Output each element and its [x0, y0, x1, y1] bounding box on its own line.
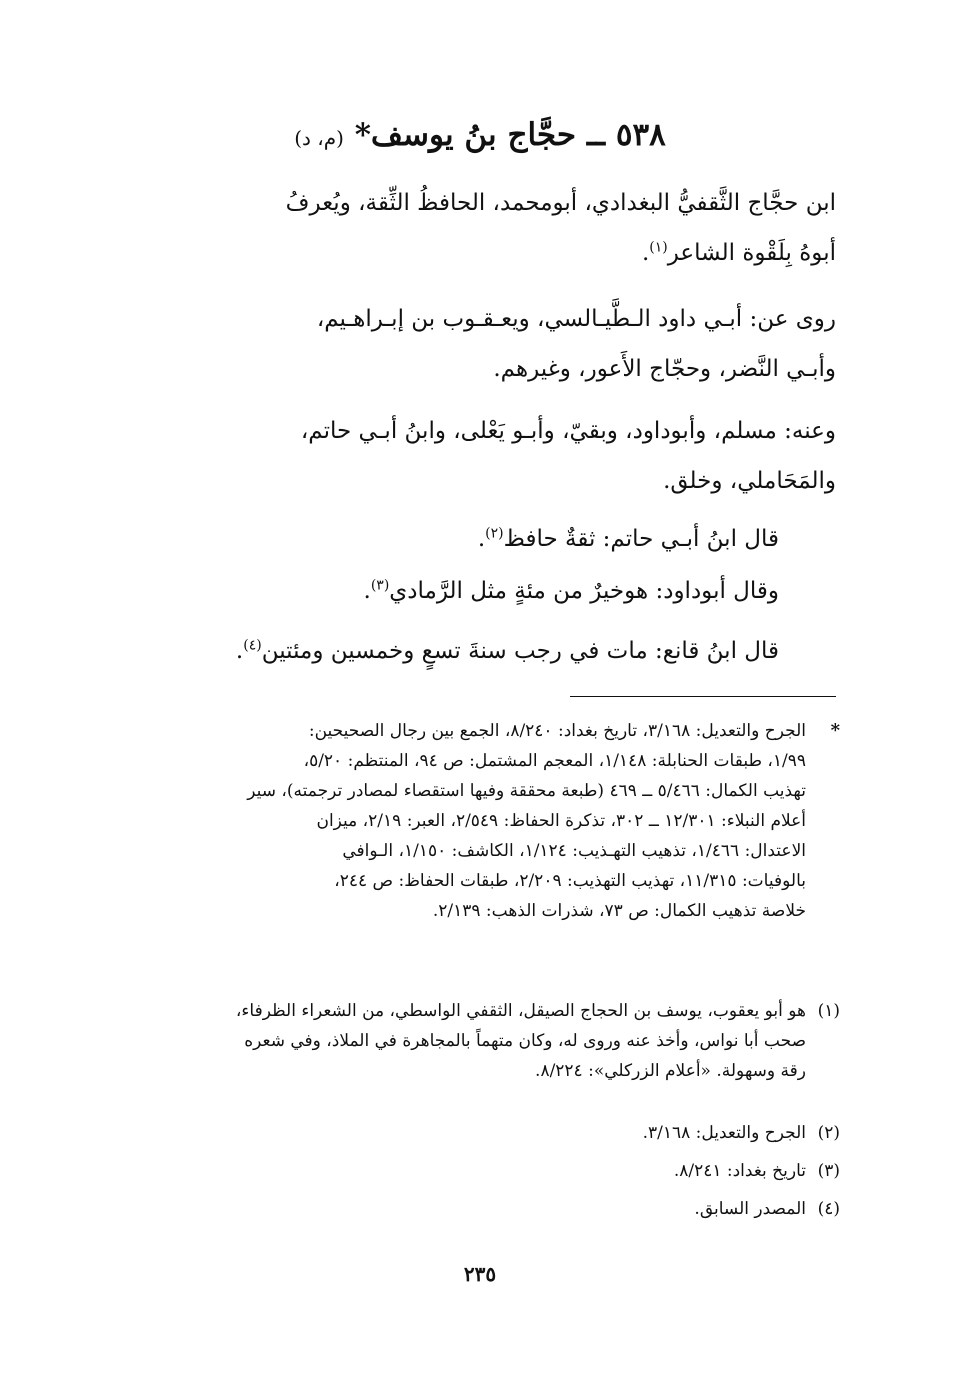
footnote-1 [120, 996, 840, 1086]
narrated-from-paragraph [124, 294, 836, 394]
footnote-star-marker: * [830, 720, 840, 741]
footnote-line: الجرح والتعديل: ٣/١٦٨، تاريخ بغداد: ٨/٢٤٠، الجمع بين رجال الصحيحين: [308, 721, 806, 741]
footnote-line: رقة وسهولة. «أعلام الزركلي»: ٨/٢٢٤. [535, 1061, 806, 1081]
footnote-sources-body [120, 716, 840, 926]
footnote-line: الجرح والتعديل: ٣/١٦٨. [642, 1123, 806, 1143]
footnote-ref: (٢) [485, 525, 504, 542]
footnote-line: هو أبو يعقوب، يوسف بن الحجاج الصيقل، الثقفي الواسطي، من الشعراء الظرفاء، [235, 1001, 806, 1021]
footnote-number: (٣) [817, 1161, 840, 1181]
footnote-separator [570, 696, 836, 697]
footnote-4 [120, 1194, 840, 1224]
footnote-body [120, 1118, 840, 1148]
entry-title: ٥٣٨ ــ حجَّاج بنُ يوسف* [354, 117, 666, 153]
footnote-body [120, 1156, 840, 1186]
footnote-body [120, 996, 840, 1086]
footnote-line: أعلام النبلاء: ١٢/٣٠١ ــ ٣٠٢، تذكرة الحفاظ: ٢/٥٤٩، العبر: ٢/١٩، ميزان [316, 811, 806, 831]
footnote-line: خلاصة تذهيب الكمال: ص ٧٣، شذرات الذهب: ٢/١٣٩. [432, 901, 806, 921]
intro-line: أبوهُ بِلَقْوة الشاعر$^{(١)}$. [641, 239, 836, 266]
entry-heading [130, 112, 830, 161]
quote-line: قال ابنُ قانع: مات في رجب سنةَ تسعٍ وخمسين ومئتين$^{(٤)}$. [235, 637, 779, 664]
page-number: ٢٣٥ [463, 1262, 497, 1286]
footnote-number: (٢) [817, 1123, 840, 1143]
narrated-from-line: روى عن: أبـي داود الـطَّيـالسي، ويعـقـوب بن إبـراهـيم، [316, 306, 836, 332]
footnote-line: بالوفيات: ١١/٣١٥، تهذيب التهذيب: ٢/٢٠٩، طبقات الحفاظ: ص ٢٤٤، [334, 871, 806, 891]
footnote-line: الاعتدال: ١/٤٦٦، تذهيب التهـذيب: ١/١٢٤، الكاشف: ١/١٥٠، الـوافي [342, 841, 806, 861]
footnote-ref: (١) [649, 239, 668, 256]
footnote-ref: (٣) [370, 577, 390, 594]
narrated-by-line: وعنه: مسلم، وأبوداود، وبقيّ، وأبـو يَعْلى، وابنُ أبـي حاتم، [300, 418, 836, 444]
narrated-from-line: وأبـي النَّضر، وحجّاج الأَعور، وغيرهم. [493, 356, 836, 382]
footnote-2 [120, 1118, 840, 1148]
quote-line: قال ابنُ أبـي حاتم: ثقةٌ حافظ$^{(٢)}$. [477, 525, 779, 552]
intro-line: ابن حجَّاج الثَّقفيُّ البغدادي، أبومحمد، الحافظُ الثِّقة، ويُعرفُ [285, 190, 836, 216]
entry-source-marks: (م، د) [294, 126, 344, 150]
footnote-line: صحب أبا نواس، وأخذ عنه وروى له، وكان متهماً بالمجاهرة في الملاذ، وفي شعره [244, 1031, 806, 1051]
quote-text: وقال أبوداود: هوخيرٌ من مئةٍ مثل الرَّمادي [389, 578, 779, 604]
footnote-body [120, 1194, 840, 1224]
footnote-line: تاريخ بغداد: ٨/٢٤١. [673, 1161, 806, 1181]
footnote-line: تهذيب الكمال: ٥/٤٦٦ ــ ٤٦٩ (طبعة محققة وفيها استقصاء لمصادر ترجمته)، سير [247, 781, 806, 801]
footnote-number: (١) [817, 1001, 840, 1021]
footnote-ref: (٤) [243, 637, 262, 654]
footnote-3 [120, 1156, 840, 1186]
footnote-sources [120, 716, 840, 926]
footnote-line: المصدر السابق. [694, 1199, 806, 1219]
footnote-number: (٤) [817, 1199, 840, 1219]
intro-line-text: أبوهُ بِلَقْوة الشاعر [667, 240, 836, 266]
footnote-line: ١/٩٩، طبقات الحنابلة: ١/١٤٨، المعجم المشتمل: ص ٩٤، المنتظم: ٥/٢٠، [303, 751, 806, 771]
quote-text: قال ابنُ قانع: مات في رجب سنةَ تسعٍ وخمسين ومئتين [261, 638, 779, 664]
quote-line: وقال أبوداود: هوخيرٌ من مئةٍ مثل الرَّمادي$^{(٣)}$. [363, 577, 779, 604]
intro-paragraph [124, 178, 836, 278]
narrated-by-line: والمَحَاملي، وخلق. [663, 468, 836, 494]
quote-text: قال ابنُ أبـي حاتم: ثقةٌ حافظ [503, 526, 779, 552]
narrated-by-paragraph [124, 406, 836, 506]
